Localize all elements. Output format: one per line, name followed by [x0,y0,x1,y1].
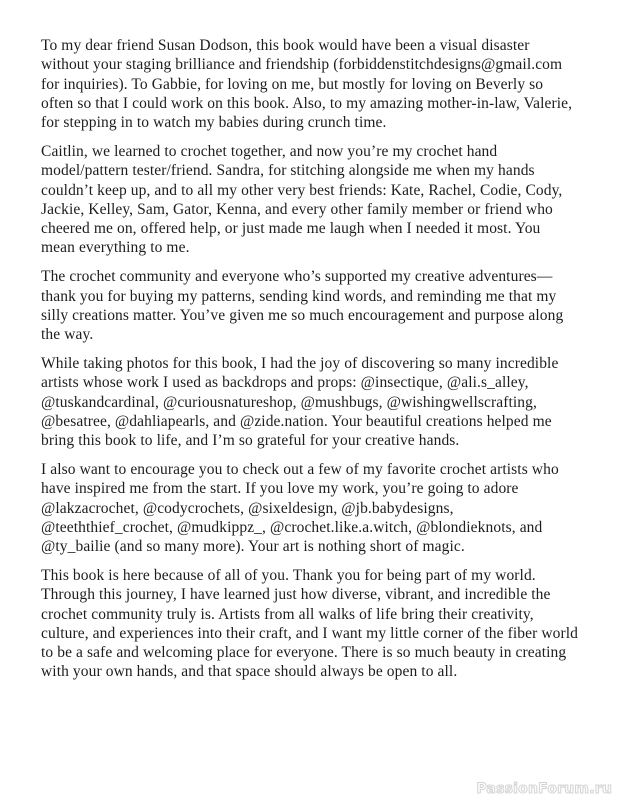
paragraph-dedication-friends: To my dear friend Susan Dodson, this book would have been a visual disaster without your staging brilliance and friendship (forbiddenstitchdesigns@gmail.com for inquiries). To Gabbie, for loving on me, but mostly for loving on Beverly so often so that I could work on this book. Also, to my amazing mother-in-law, Valerie, for stepping in to watch my babies during crunch time. [41,37,573,132]
watermark: PassionForum.ru [476,781,612,797]
acknowledgments-text [41,36,578,691]
paragraph-favorite-artists: I also want to encourage you to check out a few of my favorite crochet artists who have inspired me from the start. If you love my work, you’re going to adore @lakzacrochet, @codycrochets, @sixeldesign, @jb.babydesigns, @teeththief_crochet, @mudkippz_, @crochet.like.a.witch, @blondieknots, and @ty_bailie (and so many more). Your art is nothing short of magic. [41,460,559,556]
paragraph-closing-thanks: This book is here because of all of you. Thank you for being part of my world. Through this journey, I have learned just how diverse, vibrant, and incredible the crochet community truly is. Artists from all walks of life bring their creativity, culture, and experiences into their craft, and I want my little corner of the fiber world to be a safe and welcoming place for everyone. There is so much beauty in creating with your own hands, and that space should always be open to all. [41,566,578,681]
paragraph-family-friends: Caitlin, we learned to crochet together, and now you’re my crochet hand model/pattern tester/friend. Sandra, for stitching alongside me when my hands couldn’t keep up, and to all my other very best friends: Kate, Rachel, Codie, Cody, Jackie, Kelley, Sam, Gator, Kenna, and every other family member or friend who cheered me on, offered help, or just made me laugh when I needed it most. You mean everything to me. [41,142,563,257]
paragraph-crochet-community: The crochet community and everyone who’s supported my creative adventures—thank you for buying my patterns, sending kind words, and reminding me that my silly creations matter. You’ve given me so much encouragement and purpose along the way. [41,268,564,344]
paragraph-backdrop-artists: While taking photos for this book, I had the joy of discovering so many incredible artists whose work I used as backdrops and props: @insectique, @ali.s_alley, @tuskandcardinal, @curiousnatureshop, @mushbugs, @wishingwellscrafting, @besatree, @dahliapearls, and @zide.nation. Your beautiful creations helped me bring this book to life, and I’m so grateful for your creative hands. [41,354,559,450]
